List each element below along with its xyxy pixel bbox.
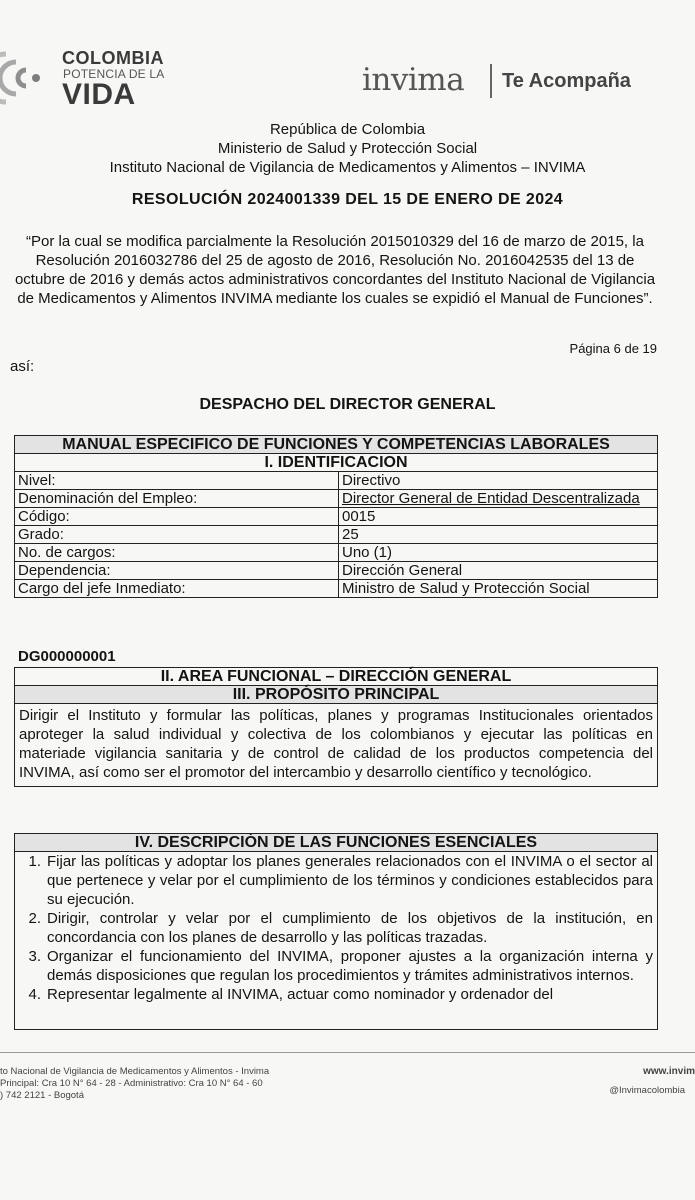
footer-line-2: Principal: Cra 10 N° 64 - 28 - Administrativo: Cra 10 N° 64 - 60: [0, 1078, 263, 1089]
row-value: Director General de Entidad Descentralizada: [342, 490, 640, 507]
row-label: No. de cargos:: [15, 544, 339, 561]
table-row: [15, 544, 657, 562]
row-value: 0015: [342, 508, 376, 525]
row-label: Cargo del jefe Inmediato:: [15, 580, 339, 597]
function-number: 1.: [28, 853, 41, 870]
invima-logo: [362, 62, 692, 102]
function-text: Fijar las políticas y adoptar los planes generales relacionados con el INVIMA o el sector al que pertenece y velar por el cumplimiento de los términos y condiciones establecidos para su ejecución.: [47, 853, 653, 908]
row-value: Uno (1): [342, 544, 393, 561]
resolution-title: RESOLUCIÓN 2024001339 DEL 15 DE ENERO DE 2024: [131, 191, 564, 208]
footer-address: [0, 1066, 269, 1102]
list-item: [15, 947, 657, 985]
row-label: Nivel:: [15, 472, 339, 489]
entity-line-1: República de Colombia: [269, 121, 426, 138]
position-code: DG000000001: [18, 648, 116, 665]
identification-rows: [15, 472, 657, 597]
footer-social[interactable]: @Invimacolombia: [609, 1085, 685, 1096]
purpose-text: Dirigir el Instituto y formular las políticas, planes y programas Institucionales orientados aproteger la salud individual y colectiva de los colombianos y ejecutar las políticas en materiade vigilancia sanitaria y de control de calidad de los productos competencia del INVIMA, así como ser el promotor del intercambio y desarrollo científico y tecnológico.: [19, 707, 653, 781]
table-row: [15, 508, 657, 526]
row-value: 25: [342, 526, 359, 543]
functions-table: [14, 833, 658, 1030]
row-label: Dependencia:: [15, 562, 339, 579]
list-item: [15, 985, 657, 1004]
table-row: [15, 562, 657, 580]
entity-line-3: Instituto Nacional de Vigilancia de Medicamentos y Alimentos – INVIMA: [109, 159, 586, 176]
office-title: DESPACHO DEL DIRECTOR GENERAL: [199, 396, 496, 413]
row-value: Dirección General: [342, 562, 463, 579]
invima-tagline: Te Acompaña: [502, 70, 631, 92]
resolution-lead-text: “Por la cual se modifica parcialmente la Resolución 2015010329 del 16 de marzo de 2015, la Resolución 2016032786 del 25 de agosto de 2016, Resolución No. 2016042535 del 13 de octubre de 2016 y demás actos administrativos concordantes del Instituto Nacional de Vigilancia de Medicamentos y Alimentos INVIMA mediante los cuales se expidió el Manual de Funciones”.: [14, 233, 656, 307]
waves-icon: [0, 50, 50, 106]
brand-line-3: VIDA: [62, 78, 136, 111]
invima-wordmark: invima: [362, 62, 465, 98]
brand-line-2: POTENCIA DE LA: [63, 67, 165, 81]
row-label: Denominación del Empleo:: [15, 490, 339, 507]
function-number: 2.: [28, 910, 41, 927]
function-text: Representar legalmente al INVIMA, actuar como nominador y ordenador del: [47, 986, 554, 1003]
entity-header: [0, 120, 695, 177]
area-title: II. AREA FUNCIONAL – DIRECCIÓN GENERAL: [15, 668, 657, 686]
function-number: 3.: [28, 948, 41, 965]
list-item: [15, 852, 657, 909]
asi-text: así:: [10, 358, 35, 375]
functions-title: IV. DESCRIPCIÓN DE LAS FUNCIONES ESENCIALES: [15, 834, 657, 852]
footer-divider: [0, 1052, 695, 1053]
function-number: 4.: [28, 986, 41, 1003]
table-row: [15, 490, 657, 508]
purpose-title: III. PROPÓSITO PRINCIPAL: [15, 686, 657, 704]
row-value: Ministro de Salud y Protección Social: [342, 580, 590, 597]
footer-line-3: ) 742 2121 - Bogotá: [0, 1090, 84, 1101]
identification-table: [14, 435, 658, 598]
function-text: Organizar el funcionamiento del INVIMA, proponer ajustes a la organización interna y demás disposiciones que regulan los procedimientos y trámites administrativos internos.: [47, 948, 653, 984]
purpose-table: [14, 667, 658, 787]
entity-line-2: Ministerio de Salud y Protección Social: [217, 140, 478, 157]
list-item: [15, 909, 657, 947]
colombia-potencia-logo: [0, 44, 170, 110]
logo-separator: [490, 64, 492, 98]
function-text: Dirigir, controlar y velar por el cumplimiento de los objetivos de la institución, en concordancia con los planes de desarrollo y las políticas trazadas.: [47, 910, 653, 946]
row-value: Directivo: [342, 472, 401, 489]
footer-website[interactable]: www.invim: [643, 1066, 695, 1077]
table-row: [15, 526, 657, 544]
brand-line-1: COLOMBIA: [62, 48, 164, 68]
footer-line-1: to Nacional de Vigilancia de Medicamentos y Alimentos - Invima: [0, 1066, 270, 1077]
functions-list: [15, 852, 657, 1004]
row-label: Grado:: [15, 526, 339, 543]
section-identificacion: I. IDENTIFICACION: [15, 454, 657, 472]
table-row: [15, 580, 657, 597]
row-label: Código:: [15, 508, 339, 525]
page-number: Página 6 de 19: [569, 341, 657, 356]
table-row: [15, 472, 657, 490]
manual-title: MANUAL ESPECIFICO DE FUNCIONES Y COMPETENCIAS LABORALES: [15, 436, 657, 454]
